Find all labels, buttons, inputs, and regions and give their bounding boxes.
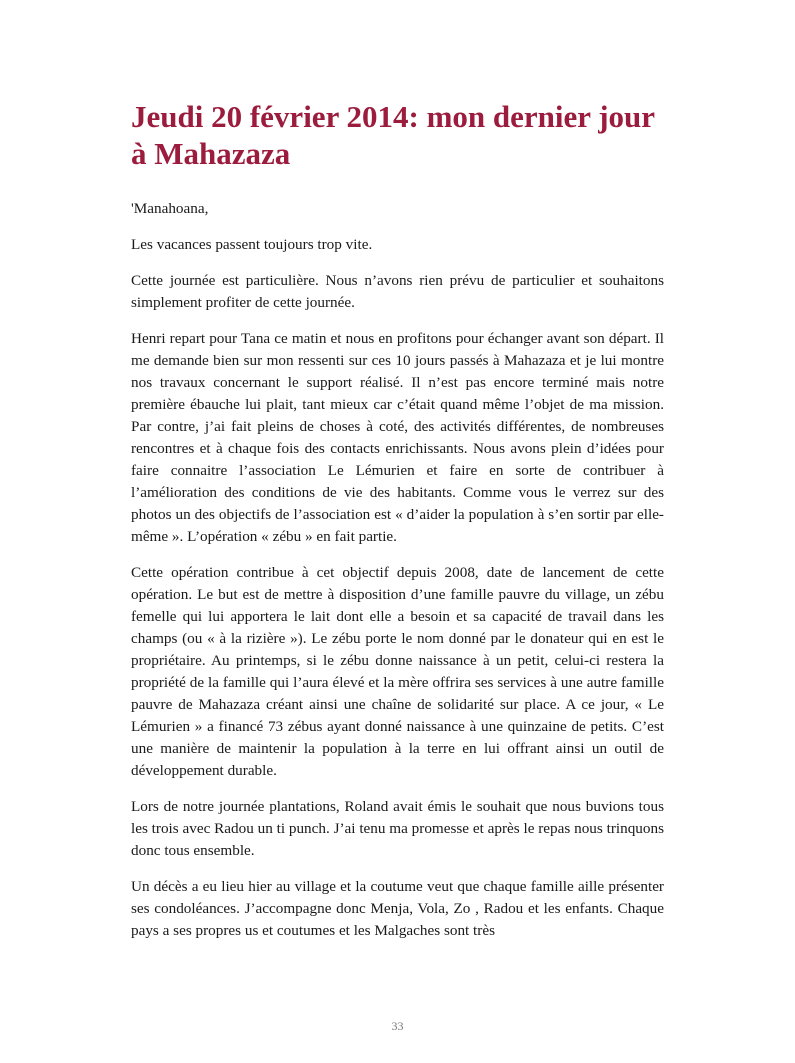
paragraph-greeting: 'Manahoana, (131, 200, 209, 217)
paragraph-operation-zebu: Cette opération contribue à cet objectif depuis 2008, date de lancement de cette opération. Le but est de mettre à disposition d’une famille pauvre du village, un zébu femelle qui lui apportera le lait dont elle a besoin et sa capacité de travail dans les champs (ou « à la rizière »). Le zébu porte le nom donné par le donateur qui en est le propriétaire. Au printemps, si le zébu donne naissance à un petit, celui-ci restera la propriété de la famille qui l’aura élevé et la mère offrira ses services à une autre famille pauvre de Mahazaza créant ainsi une chaîne de solidarité sur place. A ce jour, « Le Lémurien » a financé 73 zébus ayant donné naissance à une quinzaine de petits. C’est une manière de maintenir la population à la terre en lui offrant ainsi un outil de développement durable. (131, 564, 664, 779)
paragraph-deces: Un décès a eu lieu hier au village et la coutume veut que chaque famille aille présenter ses condoléances. J’accompagne donc Menja, Vola, Zo , Radou et les enfants. Chaque pays a ses propres us et coutumes et les Malgaches sont très (131, 878, 664, 939)
paragraph-plantations: Lors de notre journée plantations, Roland avait émis le souhait que nous buvions tous les trois avec Radou un ti punch. J’ai tenu ma promesse et après le repas nous trinquons donc tous ensemble. (131, 798, 664, 859)
paragraph-journee: Cette journée est particulière. Nous n’avons rien prévu de particulier et souhaitons simplement profiter de cette journée. (131, 272, 664, 311)
paragraph-henri: Henri repart pour Tana ce matin et nous en profitons pour échanger avant son départ. Il me demande bien sur mon ressenti sur ces 10 jours passés à Mahazaza et je lui montre nos travaux concernant le support réalisé. Il n’est pas encore terminé mais notre première ébauche lui plait, tant mieux car c’était quand même l’objet de ma mission. Par contre, j’ai fait pleins de choses à coté, des activités différentes, de nombreuses rencontres et à chaque fois des contacts enrichissants. Nous avons plein d’idées pour faire connaitre l’association Le Lémurien et faire en sorte de contribuer à l’amélioration des conditions de vie des habitants. Comme vous le verrez sur des photos un des objectifs de l’association est « d’aider la population à s’en sortir par elle-même ». L’opération « zébu » en fait partie. (131, 330, 664, 545)
page-number: 33 (391, 1019, 404, 1033)
paragraph-vacances: Les vacances passent toujours trop vite. (131, 236, 373, 253)
body-text (131, 198, 664, 942)
page-title: Jeudi 20 février 2014: mon dernier jour à Mahazaza (131, 99, 655, 171)
